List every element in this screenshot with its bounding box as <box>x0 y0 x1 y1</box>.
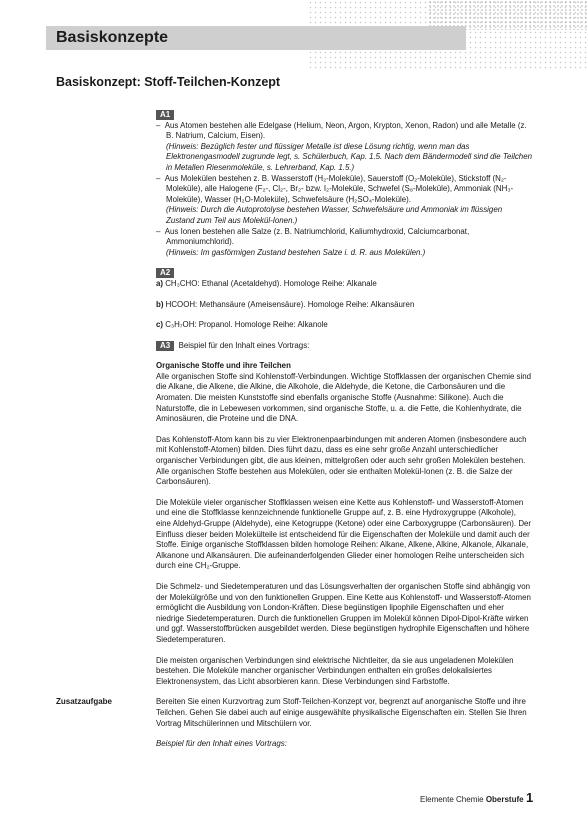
zusatz-label: Zusatzaufgabe <box>56 697 113 707</box>
answer-text: C₃H₇OH: Propanol. Homologe Reihe: Alkanole <box>165 320 328 330</box>
solutions-content <box>156 110 532 760</box>
a2-answer <box>156 320 532 331</box>
answer-letter: c) <box>156 320 164 330</box>
task-tag-a1: A1 <box>156 110 174 120</box>
footer-book-title-regular: Elemente Chemie <box>420 795 486 804</box>
a3-paragraph: Die Moleküle vieler organischer Stoffklassen weisen eine Kette aus Kohlenstoff- und Wasserstoff-Atomen und eine die Stoffklasse kennzeichnende funktionelle Gruppe auf, z. B. eine Hydroxygruppe (Alkohole), eine Aldehyd-Gruppe (Aldehyde), eine Ketogruppe (Ketone) oder eine Carboxygruppe (Carbonsäuren). Der Einfluss dieser beiden Molekülteile ist entscheidend für die Eigenschaften der Moleküle und damit auch der Stoffe. Einige organische Stoffklassen bilden homologe Reihen: Alkane, Alkene, Alkine, Alkanole, Alkanale, Alkanone und Alkansäuren. Die aufeinanderfolgenden Glieder einer homologen Reihe unterscheiden sich durch eine CH₂-Gruppe. <box>156 497 532 571</box>
task-a3 <box>156 341 532 688</box>
task-a1 <box>156 110 532 258</box>
a1-item-hint: (Hinweis: Durch die Autoprotolyse bestehen Wasser, Schwefelsäure und Ammoniak im flüssigen Zustand zum Teil aus Molekül-Ionen.) <box>166 205 503 225</box>
a1-item <box>156 174 532 227</box>
dash-marker: – <box>156 226 161 236</box>
a1-item <box>156 121 532 174</box>
section-subtitle: Basiskonzept: Stoff-Teilchen-Konzept <box>56 75 281 89</box>
a3-heading: Organische Stoffe und ihre Teilchen <box>156 361 291 371</box>
answer-text: CH₃CHO: Ethanal (Acetaldehyd). Homologe Reihe: Alkanale <box>165 278 377 288</box>
page-title: Basiskonzepte <box>56 29 169 46</box>
a1-item-hint: (Hinweis: Im gasförmigen Zustand bestehen Salze i. d. R. aus Molekülen.) <box>166 247 426 257</box>
a3-paragraph: Die Schmelz- und Siedetemperaturen und das Lösungsverhalten der organischen Stoffe sind abhängig von der Molekülgröße und von den funktionellen Gruppen. Eine Kette aus Kohlenstoff- und Wasserstoff-Atomen ermöglicht die Ausbildung von London-Kräften. Diese begünstigen lipophile Eigenschaften und eher niedrige Siedetemperaturen. Durch die funktionellen Gruppen im Molekül können Dipol-Dipol-Kräfte wirken und ggf. Wasserstoffbrücken ausgebildet werden. Diese begünstigen hydrophile Eigenschaften und höhere Siedetemperaturen. <box>156 581 531 644</box>
task-a2 <box>156 268 532 330</box>
page-number: 1 <box>526 790 534 805</box>
a3-paragraph: Alle organischen Stoffe sind Kohlenstoff-Verbindungen. Wichtige Stoffklassen der organischen Chemie sind die Alkane, die Alkene, die Alkine, die Alkohole, die Aldehyde, die Ketone, die Carbonsäuren und die Aromaten. Die meisten Kunststoffe sind ebenfalls organische Stoffe (Ausnahme: Silikone). Auch die Naturstoffe, die in Lebewesen vorkommen, sind organische Stoffe, u. a. die Fette, die Kohlenhydrate, die Aminosäuren, die Proteine und die DNA. <box>156 371 532 424</box>
a3-paragraph: Das Kohlenstoff-Atom kann bis zu vier Elektronenpaarbindungen mit anderen Atomen (insbesondere auch mit Kohlenstoff-Atomen) bilden. Dies führt dazu, dass es eine sehr große Anzahl unterschiedlicher organischer Verbindungen gibt, die aus kleinen, mittelgroßen oder auch sehr großen Molekülen bestehen. Alle organischen Stoffe bestehen aus Molekülen, oder sie enthalten Molekül-Ionen (z. B. die Salze der Carbonsäuren). <box>156 434 527 487</box>
zusatz-task <box>156 697 532 749</box>
a1-item-text: Aus Molekülen bestehen z. B. Wasserstoff (H₂-Moleküle), Sauerstoff (O₂-Moleküle), Stickstoff (N₂-Moleküle), alle Halogene (F₂-, Cl₂-, Br₂- bzw. I₂-Moleküle, Schwefel (S₈-Moleküle), Ammoniak (NH₃-Moleküle), Wasser (H₂O-Moleküle), Schwefelsäure (H₂SO₄-Moleküle). <box>164 173 514 204</box>
task-tag-a3: A3 <box>156 341 174 351</box>
zusatz-example: Beispiel für den Inhalt eines Vortrags: <box>156 739 287 749</box>
zusatz-text: Bereiten Sie einen Kurzvortrag zum Stoff-Teilchen-Konzept vor, begrenzt auf anorganische Stoffe und ihre Teilchen. Gehen Sie dabei auch auf einige ausgewählte physikalische Eigenschaften ein. Stellen Sie Ihren Vortrag Mitschülerinnen und Mitschülern vor. <box>156 697 527 728</box>
a3-paragraph: Die meisten organischen Verbindungen sind elektrische Nichtleiter, da sie aus ungeladenen Molekülen bestehen. Die Moleküle mancher organischer Verbindungen enthalten ein großes delokalisiertes Elektronensystem, das Licht absorbieren kann. Diese Verbindungen sind Farbstoffe. <box>156 655 514 686</box>
answer-letter: a) <box>156 278 164 288</box>
dash-marker: – <box>156 120 161 130</box>
footer-book-title <box>420 795 524 804</box>
task-tag-a2: A2 <box>156 268 174 278</box>
a3-intro-line <box>156 341 532 352</box>
a2-answer <box>156 279 532 290</box>
a1-item <box>156 227 532 259</box>
a1-item-hint: (Hinweis: Bezüglich fester und flüssiger Metalle ist diese Lösung richtig, wenn man das Elektronengasmodell zugrunde legt, s. Schülerbuch, Kap. 1.5. Nach dem Bändermodell sind die Teilchen in Metallen Riesenmoleküle, s. Lehrerband, Kap. 1.5.) <box>166 141 532 172</box>
a1-item-text: Aus Ionen bestehen alle Salze (z. B. Natriumchlorid, Kaliumhydroxid, Calciumcarbonat, Ammoniumchlorid). <box>164 226 470 247</box>
answer-text: HCOOH: Methansäure (Ameisensäure). Homologe Reihe: Alkansäuren <box>165 299 415 309</box>
dash-marker: – <box>156 173 161 183</box>
a2-answer <box>156 300 532 311</box>
answer-letter: b) <box>156 299 164 309</box>
a3-intro: Beispiel für den Inhalt eines Vortrags: <box>178 340 310 350</box>
a1-item-text: Aus Atomen bestehen alle Edelgase (Helium, Neon, Argon, Krypton, Xenon, Radon) und alle Metalle (z. B. Natrium, Calcium, Eisen). <box>164 120 527 141</box>
footer-book-title-bold: Oberstufe <box>485 795 524 804</box>
